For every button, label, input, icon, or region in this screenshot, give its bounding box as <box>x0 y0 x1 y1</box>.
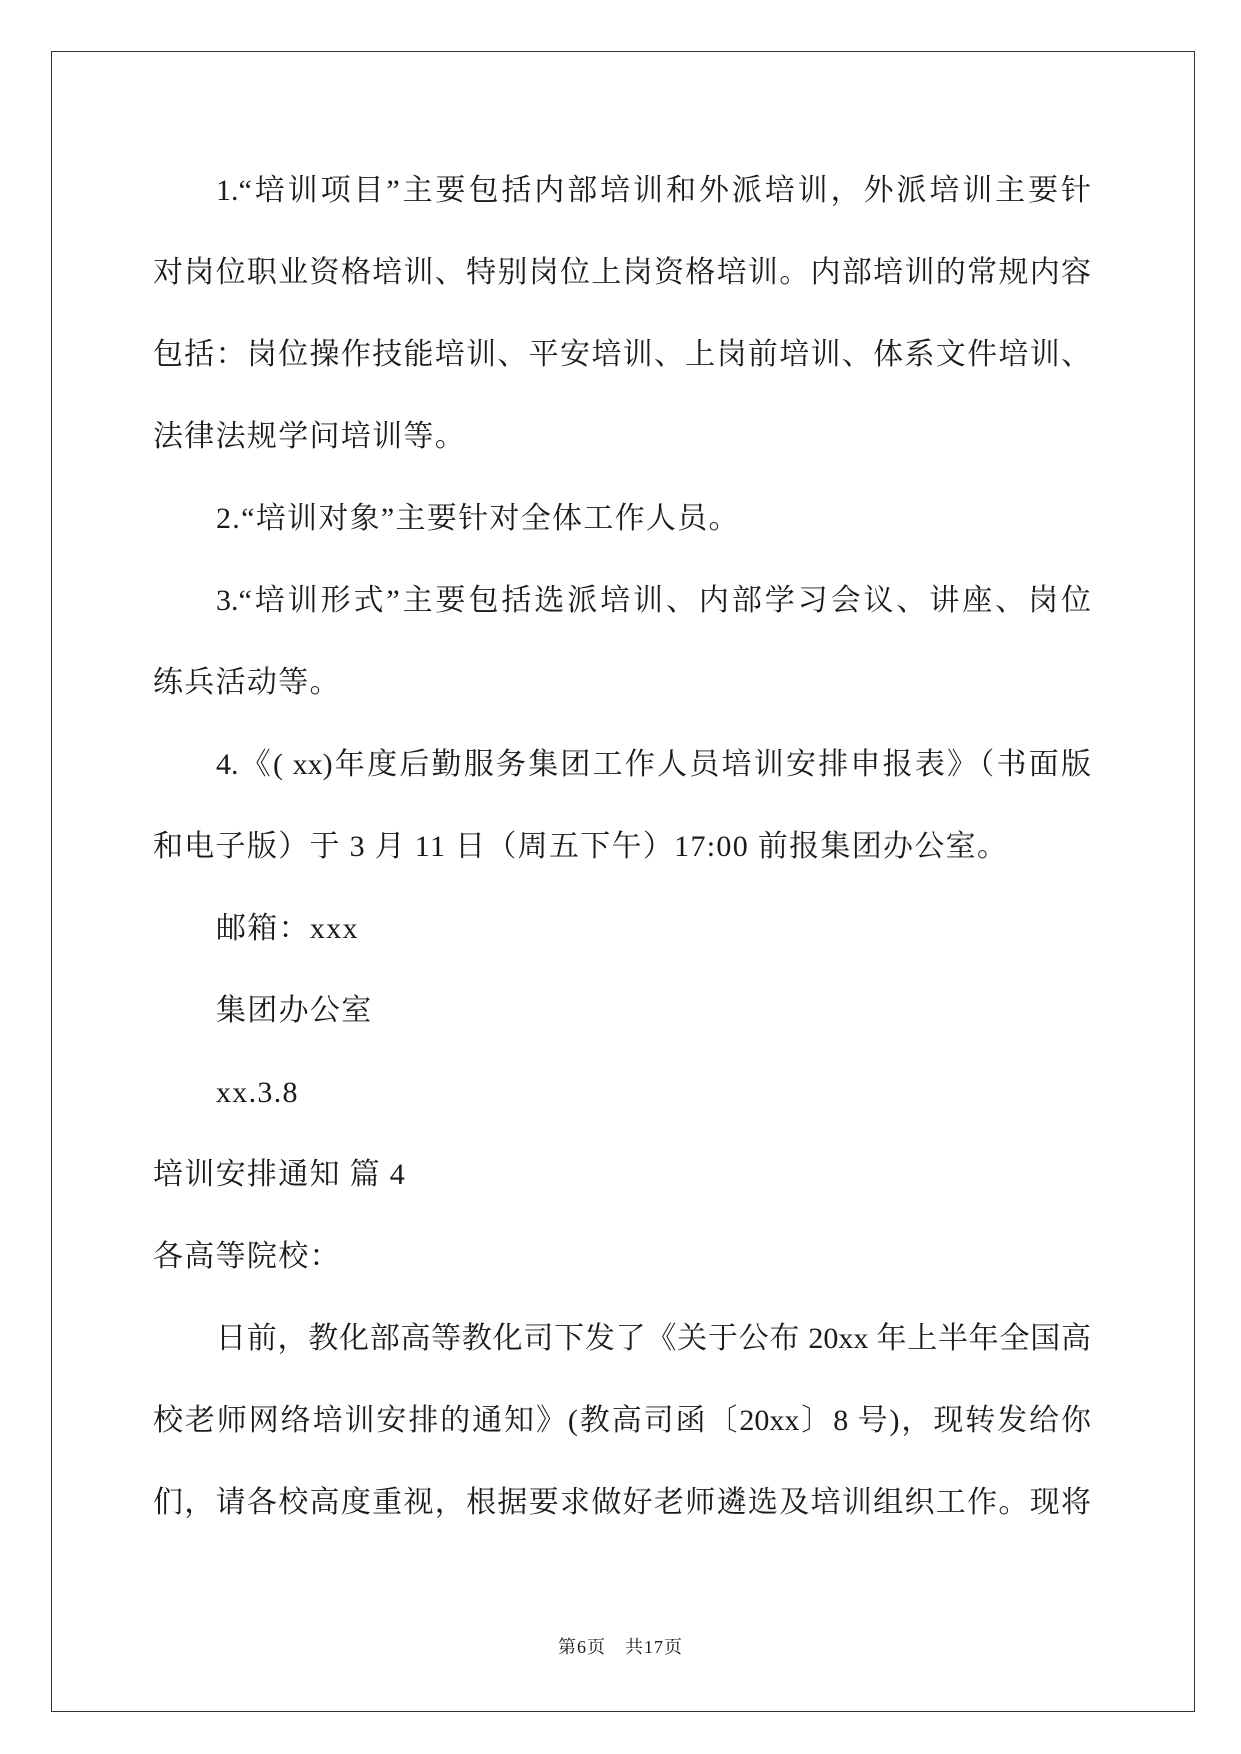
text-line: 2.“培训对象”主要针对全体工作人员。 <box>216 502 740 535</box>
text-line: 4.《( xx)年度后勤服务集团工作人员培训安排申报表》（书面版 <box>216 748 1091 781</box>
page-number-footer: 第6页 共17页 <box>558 1637 683 1657</box>
text-line: 校老师网络培训安排的通知》(教高司函〔20xx〕8 号)，现转发给你 <box>153 1404 1091 1437</box>
text-line: 日前，教化部高等教化司下发了《关于公布 20xx 年上半年全国高 <box>216 1322 1091 1355</box>
salutation: 各高等院校： <box>153 1240 341 1273</box>
text-line: 和电子版）于 3 月 11 日（周五下午）17:00 前报集团办公室。 <box>153 830 1009 863</box>
text-line: 们，请各校高度重视，根据要求做好老师遴选及培训组织工作。现将 <box>153 1486 1091 1519</box>
email-line: 邮箱：xxx <box>216 912 359 945</box>
text-line: 3.“培训形式”主要包括选派培训、内部学习会议、讲座、岗位 <box>216 584 1091 617</box>
text-line: 1.“培训项目”主要包括内部培训和外派培训，外派培训主要针 <box>216 174 1091 207</box>
text-line: 练兵活动等。 <box>153 666 341 699</box>
text-line: 包括：岗位操作技能培训、平安培训、上岗前培训、体系文件培训、 <box>153 338 1091 371</box>
signature-office: 集团办公室 <box>216 994 373 1027</box>
text-line: 对岗位职业资格培训、特别岗位上岗资格培训。内部培训的常规内容 <box>153 256 1091 289</box>
signature-date: xx.3.8 <box>216 1076 299 1109</box>
text-line: 法律法规学问培训等。 <box>153 420 466 453</box>
document-body <box>153 150 1091 1544</box>
section-heading: 培训安排通知 篇 4 <box>153 1158 406 1191</box>
